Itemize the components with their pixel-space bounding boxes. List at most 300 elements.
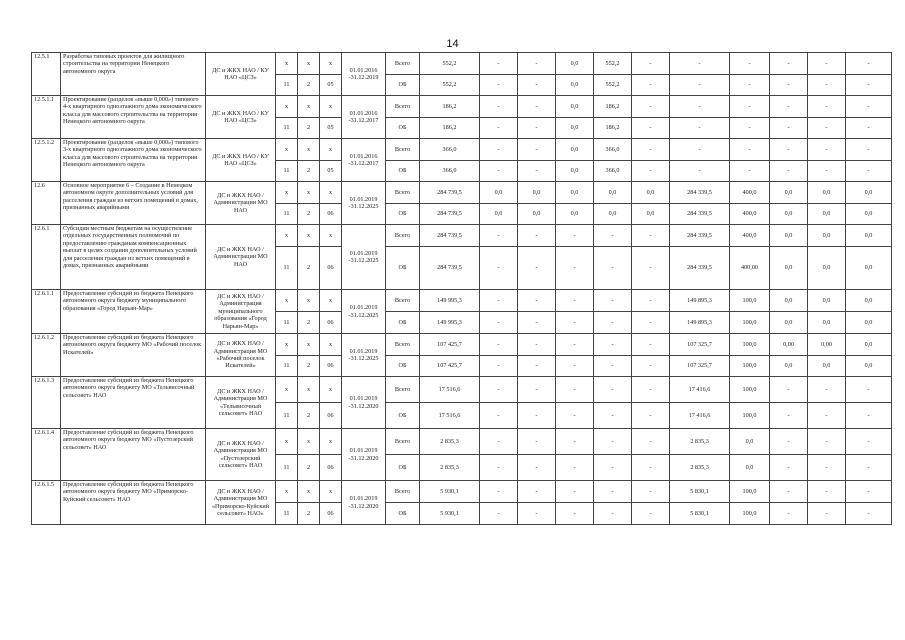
cell-value: 2 xyxy=(298,118,320,139)
cell-value: 100,0 xyxy=(730,503,770,525)
cell-value: 0,0 xyxy=(846,312,892,334)
cell-value: 400,0 xyxy=(730,182,770,204)
activity-code: 12.6.1.1 xyxy=(32,290,61,334)
cell-value: 2 xyxy=(298,247,320,290)
cell-value: 0,0 xyxy=(632,182,670,204)
cell-value: - xyxy=(770,429,808,455)
cell-value: - xyxy=(594,247,632,290)
cell-value: - xyxy=(518,53,556,75)
cell-value: - xyxy=(556,290,594,312)
cell-value: - xyxy=(808,503,846,525)
cell-value: 06 xyxy=(320,247,342,290)
cell-value: 0,0 xyxy=(770,225,808,247)
activity-code: 12.6 xyxy=(32,182,61,225)
cell-value: 0,0 xyxy=(846,334,892,356)
cell-value: 284 339,5 xyxy=(670,247,730,290)
activity-code: 12.6.1.4 xyxy=(32,429,61,481)
cell-value: - xyxy=(594,334,632,356)
cell-value: 552,2 xyxy=(594,75,632,96)
activity-name: Предоставление субсидий из бюджета Ненецкого автономного округа бюджету муниципального образования «Город Нарьян-Мар» xyxy=(61,290,206,334)
cell-value: 0,0 xyxy=(846,182,892,204)
cell-value: 149 995,3 xyxy=(420,290,480,312)
cell-value: 2 xyxy=(298,356,320,377)
period: 01.01.2019 -31.12.2020 xyxy=(342,377,386,429)
cell-value: - xyxy=(770,139,808,161)
cell-value: - xyxy=(670,161,730,182)
cell-value: x xyxy=(320,53,342,75)
executor: ДС и ЖКХ НАО / Администрация МО «Рабочий поселок Искателей» xyxy=(206,334,276,377)
cell-value: - xyxy=(846,377,892,403)
cell-value: - xyxy=(518,139,556,161)
cell-value: - xyxy=(670,75,730,96)
source-label: Всего xyxy=(386,334,420,356)
source-label: Всего xyxy=(386,182,420,204)
cell-value: 0,0 xyxy=(518,182,556,204)
cell-value: 149 995,3 xyxy=(420,312,480,334)
source-label: Всего xyxy=(386,429,420,455)
period: 01.01.2019 -31.12.2025 xyxy=(342,225,386,290)
cell-value: 06 xyxy=(320,455,342,481)
cell-value: - xyxy=(770,161,808,182)
cell-value: - xyxy=(846,161,892,182)
cell-value: - xyxy=(518,356,556,377)
table-row xyxy=(32,377,892,403)
cell-value: 17 516,6 xyxy=(420,403,480,429)
cell-value: 5 830,1 xyxy=(670,481,730,503)
cell-value: 284 339,5 xyxy=(670,225,730,247)
cell-value: 06 xyxy=(320,312,342,334)
cell-value: - xyxy=(480,403,518,429)
executor: ДС и ЖКХ НАО / Администрации МО НАО xyxy=(206,182,276,225)
activity-code: 12.6.1.5 xyxy=(32,481,61,525)
cell-value: - xyxy=(594,455,632,481)
activity-name: Субсидии местным бюджетам на осуществление отдельных государственных полномочий по предоставлению гражданам компенсационных выплат в целях создания дополнительных условий для расселения граждан из ветхих помещений в домах, признанных аварийными xyxy=(61,225,206,290)
cell-value: 06 xyxy=(320,503,342,525)
cell-value: 2 xyxy=(298,455,320,481)
cell-value: 100,0 xyxy=(730,312,770,334)
cell-value: 0,0 xyxy=(770,247,808,290)
cell-value: 0,0 xyxy=(632,204,670,225)
cell-value: 149 895,3 xyxy=(670,312,730,334)
cell-value: - xyxy=(730,118,770,139)
cell-value: 0,00 xyxy=(808,334,846,356)
cell-value: x xyxy=(276,290,298,312)
cell-value: - xyxy=(518,312,556,334)
cell-value: 06 xyxy=(320,204,342,225)
table-row xyxy=(32,182,892,204)
cell-value: x xyxy=(320,225,342,247)
cell-value: 0,0 xyxy=(556,75,594,96)
cell-value: 2 xyxy=(298,312,320,334)
cell-value: 0,0 xyxy=(808,204,846,225)
cell-value: - xyxy=(556,334,594,356)
activity-name: Проектирование (разделов «выше 0,000») типового 3-х квартирного одноэтажного дома экономического класса для массового строительства на территории Ненецкого автономного округа xyxy=(61,139,206,182)
cell-value: 2 835,3 xyxy=(420,455,480,481)
cell-value: x xyxy=(276,182,298,204)
cell-value: 0,0 xyxy=(846,247,892,290)
cell-value: 552,2 xyxy=(420,53,480,75)
cell-value: - xyxy=(480,455,518,481)
cell-value: 100,0 xyxy=(730,403,770,429)
cell-value: - xyxy=(480,75,518,96)
cell-value: 366,0 xyxy=(420,161,480,182)
cell-value: 400,00 xyxy=(730,247,770,290)
source-label: Всего xyxy=(386,377,420,403)
cell-value: 2 835,3 xyxy=(670,455,730,481)
cell-value: 0,0 xyxy=(518,204,556,225)
cell-value: - xyxy=(556,429,594,455)
cell-value: - xyxy=(808,481,846,503)
source-label: ОБ xyxy=(386,161,420,182)
cell-value: 100,0 xyxy=(730,377,770,403)
cell-value: 107 325,7 xyxy=(670,356,730,377)
cell-value: - xyxy=(556,356,594,377)
cell-value: - xyxy=(594,481,632,503)
cell-value: 186,2 xyxy=(420,96,480,118)
cell-value: - xyxy=(594,377,632,403)
cell-value: - xyxy=(770,455,808,481)
cell-value: - xyxy=(808,96,846,118)
cell-value: - xyxy=(632,96,670,118)
cell-value: 2 xyxy=(298,204,320,225)
cell-value: 0,0 xyxy=(770,204,808,225)
cell-value: x xyxy=(298,377,320,403)
activity-name: Основное мероприятие 6 – Создание в Ненецком автономном округе дополнительных условий для расселения граждан из ветхих помещений в домах, признанных аварийными xyxy=(61,182,206,225)
cell-value: x xyxy=(298,429,320,455)
cell-value: - xyxy=(480,53,518,75)
cell-value: - xyxy=(632,503,670,525)
executor: ДС и ЖКХ НАО / Администрации МО НАО xyxy=(206,225,276,290)
cell-value: - xyxy=(518,334,556,356)
cell-value: 0,0 xyxy=(808,225,846,247)
cell-value: - xyxy=(480,139,518,161)
cell-value: x xyxy=(276,429,298,455)
cell-value: 0,00 xyxy=(770,334,808,356)
cell-value: 0,0 xyxy=(770,312,808,334)
cell-value: - xyxy=(480,225,518,247)
source-label: Всего xyxy=(386,481,420,503)
cell-value: - xyxy=(480,503,518,525)
cell-value: - xyxy=(770,96,808,118)
source-label: Всего xyxy=(386,290,420,312)
executor: ДС и ЖКХ НАО / Администрация муниципального образования «Город Нарьян-Мар» xyxy=(206,290,276,334)
source-label: ОБ xyxy=(386,455,420,481)
source-label: ОБ xyxy=(386,356,420,377)
period: 01.01.2016 -31.12.2019 xyxy=(342,53,386,96)
cell-value: - xyxy=(480,290,518,312)
cell-value: 0,0 xyxy=(770,356,808,377)
cell-value: - xyxy=(594,429,632,455)
cell-value: 2 xyxy=(298,503,320,525)
cell-value: 5 830,1 xyxy=(670,503,730,525)
source-label: ОБ xyxy=(386,403,420,429)
cell-value: 06 xyxy=(320,403,342,429)
activity-name: Проектирование (разделов «выше 0,000») типового 4-х квартирного одноэтажного дома экономического класса для массового строительства на территории Ненецкого автономного округа xyxy=(61,96,206,139)
cell-value: 11 xyxy=(276,312,298,334)
cell-value: - xyxy=(480,161,518,182)
cell-value: - xyxy=(846,455,892,481)
cell-value: 284 739,5 xyxy=(420,204,480,225)
cell-value: - xyxy=(846,118,892,139)
cell-value: 0,0 xyxy=(808,290,846,312)
cell-value: 0,0 xyxy=(846,290,892,312)
cell-value: 552,2 xyxy=(420,75,480,96)
cell-value: x xyxy=(298,225,320,247)
table-row xyxy=(32,96,892,118)
cell-value: - xyxy=(518,75,556,96)
cell-value: - xyxy=(770,118,808,139)
cell-value: 366,0 xyxy=(420,139,480,161)
cell-value: - xyxy=(846,75,892,96)
cell-value: - xyxy=(518,503,556,525)
activity-code: 12.6.1.2 xyxy=(32,334,61,377)
cell-value: x xyxy=(320,182,342,204)
source-label: ОБ xyxy=(386,503,420,525)
cell-value: - xyxy=(480,356,518,377)
cell-value: 100,0 xyxy=(730,290,770,312)
cell-value: 0,0 xyxy=(556,204,594,225)
cell-value: 284 739,5 xyxy=(420,225,480,247)
cell-value: - xyxy=(632,429,670,455)
executor: ДС и ЖКХ НАО / КУ НАО «ЦСЗ» xyxy=(206,53,276,96)
cell-value: - xyxy=(518,118,556,139)
cell-value: x xyxy=(276,96,298,118)
cell-value: - xyxy=(632,118,670,139)
cell-value: 0,0 xyxy=(556,53,594,75)
cell-value: 0,0 xyxy=(556,161,594,182)
cell-value: - xyxy=(670,96,730,118)
cell-value: - xyxy=(594,356,632,377)
cell-value: 0,0 xyxy=(556,139,594,161)
table-row xyxy=(32,139,892,161)
activity-name: Предоставление субсидий из бюджета Ненецкого автономного округа бюджету МО «Тельвисочный сельсовет» НАО xyxy=(61,377,206,429)
cell-value: - xyxy=(480,481,518,503)
cell-value: - xyxy=(518,96,556,118)
cell-value: 2 835,3 xyxy=(670,429,730,455)
source-label: ОБ xyxy=(386,75,420,96)
cell-value: 0,0 xyxy=(846,225,892,247)
cell-value: 107 425,7 xyxy=(420,334,480,356)
cell-value: 0,0 xyxy=(808,182,846,204)
cell-value: - xyxy=(632,290,670,312)
cell-value: 2 xyxy=(298,75,320,96)
cell-value: x xyxy=(276,225,298,247)
page-number: 14 xyxy=(446,38,459,50)
cell-value: - xyxy=(846,481,892,503)
cell-value: - xyxy=(594,225,632,247)
cell-value: 284 739,5 xyxy=(420,247,480,290)
cell-value: x xyxy=(320,139,342,161)
cell-value: 5 930,1 xyxy=(420,481,480,503)
cell-value: x xyxy=(320,429,342,455)
cell-value: x xyxy=(276,377,298,403)
source-label: Всего xyxy=(386,53,420,75)
cell-value: - xyxy=(556,403,594,429)
cell-value: - xyxy=(846,96,892,118)
cell-value: - xyxy=(846,403,892,429)
period: 01.01.2019 -31.12.2020 xyxy=(342,481,386,525)
activity-code: 12.6.1 xyxy=(32,225,61,290)
period: 01.01.2019 -31.12.2020 xyxy=(342,429,386,481)
cell-value: - xyxy=(632,334,670,356)
source-label: Всего xyxy=(386,139,420,161)
executor: ДС и ЖКХ НАО / КУ НАО «ЦСЗ» xyxy=(206,96,276,139)
cell-value: - xyxy=(632,225,670,247)
cell-value: - xyxy=(556,481,594,503)
activity-name: Предоставление субсидий из бюджета Ненецкого автономного округа бюджету МО «Рабочий поселок Искателей» xyxy=(61,334,206,377)
cell-value: - xyxy=(770,53,808,75)
cell-value: x xyxy=(320,377,342,403)
cell-value: 186,2 xyxy=(420,118,480,139)
cell-value: - xyxy=(480,118,518,139)
cell-value: - xyxy=(518,377,556,403)
cell-value: - xyxy=(730,53,770,75)
executor: ДС и ЖКХ НАО / Администрация МО «Тельвисочный сельсовет» НАО xyxy=(206,377,276,429)
cell-value: - xyxy=(770,377,808,403)
cell-value: - xyxy=(670,139,730,161)
executor: ДС и ЖКХ НАО / Администрация МО «Пустозерский сельсовет» НАО xyxy=(206,429,276,481)
period: 01.01.2019 -31.12.2025 xyxy=(342,334,386,377)
cell-value: - xyxy=(518,455,556,481)
cell-value: 0,0 xyxy=(808,312,846,334)
cell-value: 400,0 xyxy=(730,225,770,247)
cell-value: 284 739,5 xyxy=(420,182,480,204)
cell-value: x xyxy=(298,139,320,161)
cell-value: - xyxy=(808,75,846,96)
cell-value: 400,0 xyxy=(730,204,770,225)
cell-value: - xyxy=(670,53,730,75)
cell-value: 0,0 xyxy=(556,96,594,118)
table-row xyxy=(32,481,892,503)
cell-value: 11 xyxy=(276,403,298,429)
cell-value: - xyxy=(480,96,518,118)
executor: ДС и ЖКХ НАО / КУ НАО «ЦСЗ» xyxy=(206,139,276,182)
cell-value: 2 835,3 xyxy=(420,429,480,455)
cell-value: - xyxy=(632,455,670,481)
executor: ДС и ЖКХ НАО / Администрация МО «Приморско-Куйский сельсовет» НАО» xyxy=(206,481,276,525)
cell-value: 186,2 xyxy=(594,96,632,118)
cell-value: - xyxy=(556,312,594,334)
activity-name: Предоставление субсидий из бюджета Ненецкого автономного округа бюджету МО «Приморско-Куйский сельсовет» НАО xyxy=(61,481,206,525)
activity-code: 12.6.1.3 xyxy=(32,377,61,429)
cell-value: - xyxy=(632,481,670,503)
cell-value: 05 xyxy=(320,75,342,96)
cell-value: 11 xyxy=(276,503,298,525)
cell-value: 11 xyxy=(276,356,298,377)
cell-value: - xyxy=(808,455,846,481)
cell-value: - xyxy=(518,161,556,182)
cell-value: - xyxy=(846,53,892,75)
source-label: ОБ xyxy=(386,312,420,334)
cell-value: - xyxy=(594,312,632,334)
cell-value: - xyxy=(480,334,518,356)
cell-value: - xyxy=(730,161,770,182)
cell-value: 552,2 xyxy=(594,53,632,75)
cell-value: - xyxy=(632,161,670,182)
source-label: ОБ xyxy=(386,204,420,225)
cell-value: - xyxy=(808,118,846,139)
cell-value: - xyxy=(594,290,632,312)
source-label: Всего xyxy=(386,225,420,247)
cell-value: - xyxy=(808,429,846,455)
cell-value: 0,0 xyxy=(808,356,846,377)
cell-value: - xyxy=(556,225,594,247)
cell-value: - xyxy=(632,312,670,334)
cell-value: 0,0 xyxy=(480,204,518,225)
activity-code: 12.5.1.1 xyxy=(32,96,61,139)
cell-value: 0,0 xyxy=(770,182,808,204)
cell-value: x xyxy=(320,481,342,503)
cell-value: 100,0 xyxy=(730,481,770,503)
cell-value: x xyxy=(276,334,298,356)
cell-value: 0,0 xyxy=(730,429,770,455)
cell-value: - xyxy=(770,403,808,429)
cell-value: - xyxy=(808,377,846,403)
cell-value: 149 895,3 xyxy=(670,290,730,312)
cell-value: x xyxy=(298,290,320,312)
source-label: ОБ xyxy=(386,118,420,139)
cell-value: - xyxy=(556,247,594,290)
cell-value: 06 xyxy=(320,356,342,377)
cell-value: 17 516,6 xyxy=(420,377,480,403)
cell-value: - xyxy=(480,312,518,334)
cell-value: - xyxy=(632,139,670,161)
cell-value: 11 xyxy=(276,204,298,225)
cell-value: - xyxy=(556,503,594,525)
cell-value: - xyxy=(730,75,770,96)
cell-value: 2 xyxy=(298,403,320,429)
cell-value: 0,0 xyxy=(846,356,892,377)
cell-value: 17 416,6 xyxy=(670,403,730,429)
cell-value: 5 930,1 xyxy=(420,503,480,525)
cell-value: - xyxy=(730,96,770,118)
cell-value: - xyxy=(808,403,846,429)
cell-value: - xyxy=(632,356,670,377)
cell-value: x xyxy=(276,139,298,161)
cell-value: - xyxy=(846,503,892,525)
cell-value: - xyxy=(770,503,808,525)
cell-value: x xyxy=(320,290,342,312)
cell-value: - xyxy=(632,377,670,403)
cell-value: 366,0 xyxy=(594,139,632,161)
cell-value: 0,0 xyxy=(556,182,594,204)
cell-value: - xyxy=(518,429,556,455)
cell-value: 0,0 xyxy=(556,118,594,139)
cell-value: 11 xyxy=(276,161,298,182)
cell-value: - xyxy=(518,481,556,503)
cell-value: - xyxy=(670,118,730,139)
cell-value: 284 339,5 xyxy=(670,204,730,225)
cell-value: - xyxy=(632,53,670,75)
cell-value: x xyxy=(276,53,298,75)
cell-value: - xyxy=(730,139,770,161)
cell-value: 100,0 xyxy=(730,334,770,356)
cell-value: 11 xyxy=(276,455,298,481)
source-label: ОБ xyxy=(386,247,420,290)
table-row xyxy=(32,53,892,75)
cell-value: 11 xyxy=(276,247,298,290)
cell-value: x xyxy=(298,334,320,356)
activity-name: Предоставление субсидий из бюджета Ненецкого автономного округа бюджету МО «Пустозерский сельсовет» НАО xyxy=(61,429,206,481)
cell-value: 0,0 xyxy=(480,182,518,204)
cell-value: 366,0 xyxy=(594,161,632,182)
cell-value: 107 425,7 xyxy=(420,356,480,377)
cell-value: 186,2 xyxy=(594,118,632,139)
period: 01.01.2016 -31.12.2017 xyxy=(342,96,386,139)
cell-value: - xyxy=(594,503,632,525)
cell-value: - xyxy=(770,75,808,96)
cell-value: - xyxy=(846,429,892,455)
